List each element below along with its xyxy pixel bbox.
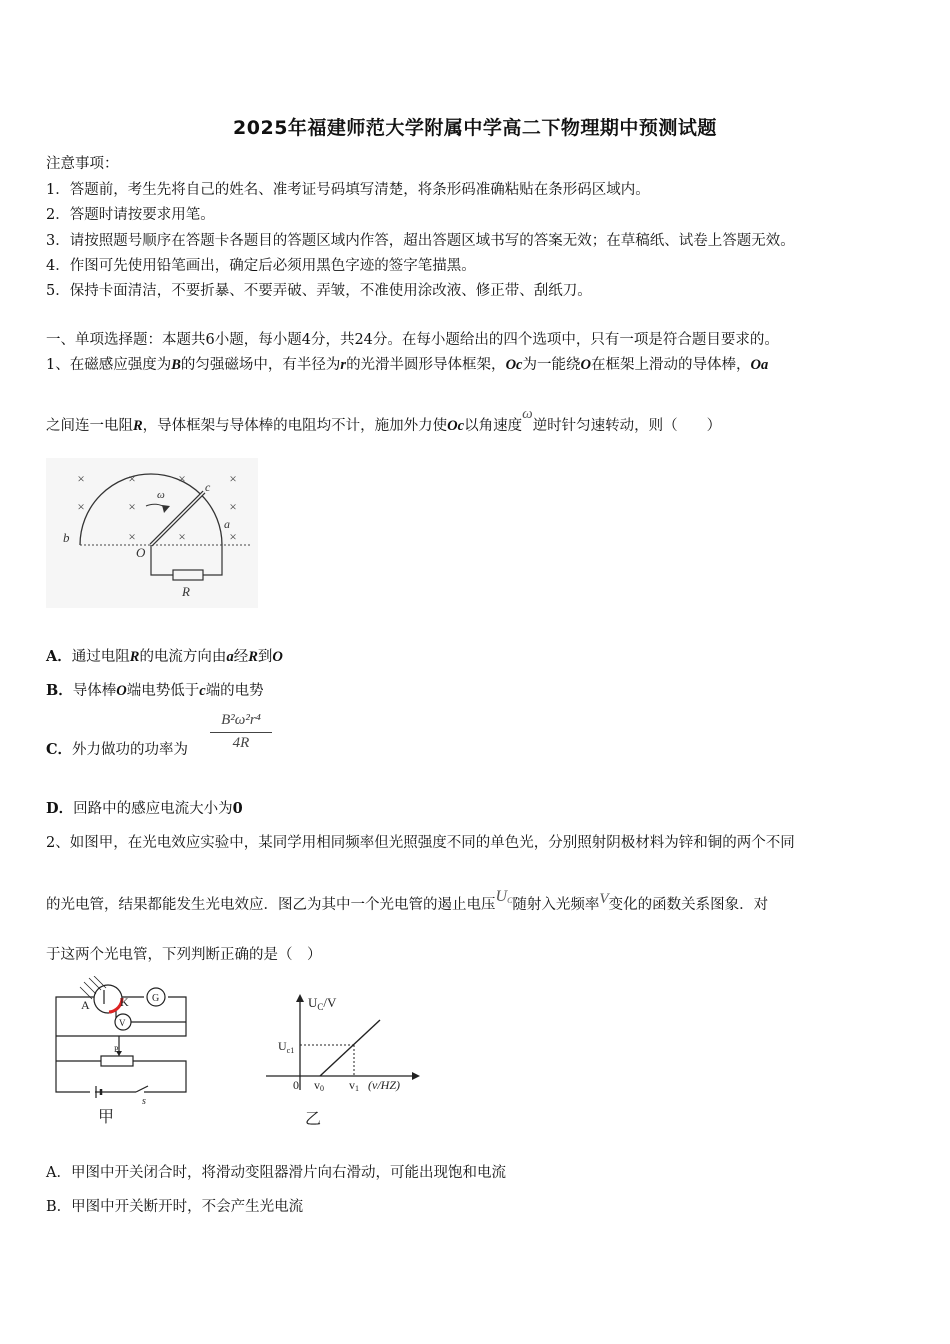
q2-figure-yi-graph bbox=[262, 990, 422, 1130]
q1-option-c[interactable]: C．外力做功的功率为 bbox=[46, 741, 189, 758]
switch-s bbox=[136, 1086, 148, 1092]
label-c: c bbox=[205, 480, 211, 494]
field-cross: × bbox=[229, 529, 237, 544]
label-s: s bbox=[142, 1096, 146, 1107]
x-axis-label: (v/HZ) bbox=[368, 1078, 400, 1092]
field-cross: × bbox=[128, 471, 136, 486]
q1-option-b[interactable]: B．导体棒O端电势低于c端的电势 bbox=[46, 682, 264, 699]
q2-stem-line3: 于这两个光电管，下列判断正确的是（ ） bbox=[46, 947, 322, 963]
label-K: K bbox=[120, 995, 129, 1009]
notice-item-5: 5．保持卡面清洁，不要折暴、不要弄破、弄皱，不准使用涂改液、修正带、刮纸刀。 bbox=[46, 283, 592, 299]
notice-item-3: 3．请按照题号顺序在答题卡各题目的答题区域内作答，超出答题区域书写的答案无效；在草稿纸、试卷上答题无效。 bbox=[46, 233, 795, 249]
label-a: a bbox=[224, 517, 230, 531]
notice-item-2: 2．答题时请按要求用笔。 bbox=[46, 207, 215, 223]
field-cross: × bbox=[229, 471, 237, 486]
field-cross: × bbox=[229, 499, 237, 514]
q1-option-c-formula: $\frac{\text{B²ω²r⁴}}{4R}$ bbox=[210, 712, 272, 752]
rheostat bbox=[101, 1056, 133, 1066]
q2-option-b[interactable]: B．甲图中开关断开时，不会产生光电流 bbox=[46, 1199, 304, 1215]
notice-heading: 注意事项： bbox=[46, 156, 119, 172]
v1-label: v1 bbox=[349, 1078, 359, 1093]
q1-option-a[interactable]: A．通过电阻R的电流方向由a经R到O bbox=[46, 648, 283, 665]
uc1-label: $U_{c1}$ bbox=[278, 1039, 295, 1055]
field-cross: × bbox=[77, 471, 85, 486]
label-R: R bbox=[182, 584, 190, 599]
svg-text:V: V bbox=[119, 1018, 126, 1028]
page-title: 2025年福建师范大学附属中学高二下物理期中预测试题 bbox=[233, 117, 717, 139]
notice-item-1: 1．答题前，考生先将自己的姓名、准考证号码填写清楚，将条形码准确粘贴在条形码区域内。 bbox=[46, 182, 650, 198]
q1-figure-semicircle-circuit bbox=[46, 458, 258, 608]
graph-line bbox=[320, 1020, 380, 1076]
caption-yi: 乙 bbox=[305, 1111, 322, 1128]
label-b: b bbox=[63, 530, 70, 545]
notice-item-4: 4．作图可先使用铅笔画出，确定后必须用黑色字迹的签字笔描黑。 bbox=[46, 258, 476, 274]
label-A: A bbox=[81, 998, 90, 1012]
y-axis-label: $U_C/V$ bbox=[308, 995, 337, 1012]
q2-option-a[interactable]: A．甲图中开关闭合时，将滑动变阻器滑片向右滑动，可能出现饱和电流 bbox=[46, 1165, 506, 1181]
field-cross: × bbox=[128, 499, 136, 514]
field-cross: × bbox=[178, 529, 186, 544]
section-heading: 一、单项选择题：本题共6小题，每小题4分，共24分。在每小题给出的四个选项中，只有一项是符合题目要求的。 bbox=[46, 332, 779, 348]
caption-jia: 甲 bbox=[98, 1109, 115, 1126]
field-cross: × bbox=[178, 471, 186, 486]
field-cross: × bbox=[128, 529, 136, 544]
q2-stem-line1: 2、如图甲，在光电效应实验中，某同学用相同频率但光照强度不同的单色光，分别照射阴极材料为锌和铜的两个不同 bbox=[46, 835, 795, 851]
q1-option-d[interactable]: D．回路中的感应电流大小为0 bbox=[46, 800, 243, 817]
q2-stem-line2: 的光电管，结果都能发生光电效应．图乙为其中一个光电管的遏止电压$U^C$随射入光频率V变化的函数关系图象．对 bbox=[46, 888, 769, 913]
q1-stem-line1: 1、在磁感应强度为B的匀强磁场中，有半径为r的光滑半圆形导体框架，Oc为一能绕O在框架上滑动的导体棒，Oa bbox=[46, 357, 769, 373]
q2-figure-jia-circuit bbox=[46, 976, 196, 1130]
label-P: P bbox=[114, 1045, 119, 1054]
label-omega: ω bbox=[157, 489, 165, 501]
v0-label: v0 bbox=[314, 1078, 324, 1093]
q1-stem-line2: 之间连一电阻R，导体框架与导体棒的电阻均不计，施加外力使Oc以角速度ω逆时针匀速转动，则（ ） bbox=[46, 406, 722, 434]
svg-text:G: G bbox=[152, 993, 160, 1004]
field-cross: × bbox=[77, 499, 85, 514]
origin-label: 0 bbox=[293, 1078, 299, 1092]
label-O: O bbox=[136, 545, 146, 560]
